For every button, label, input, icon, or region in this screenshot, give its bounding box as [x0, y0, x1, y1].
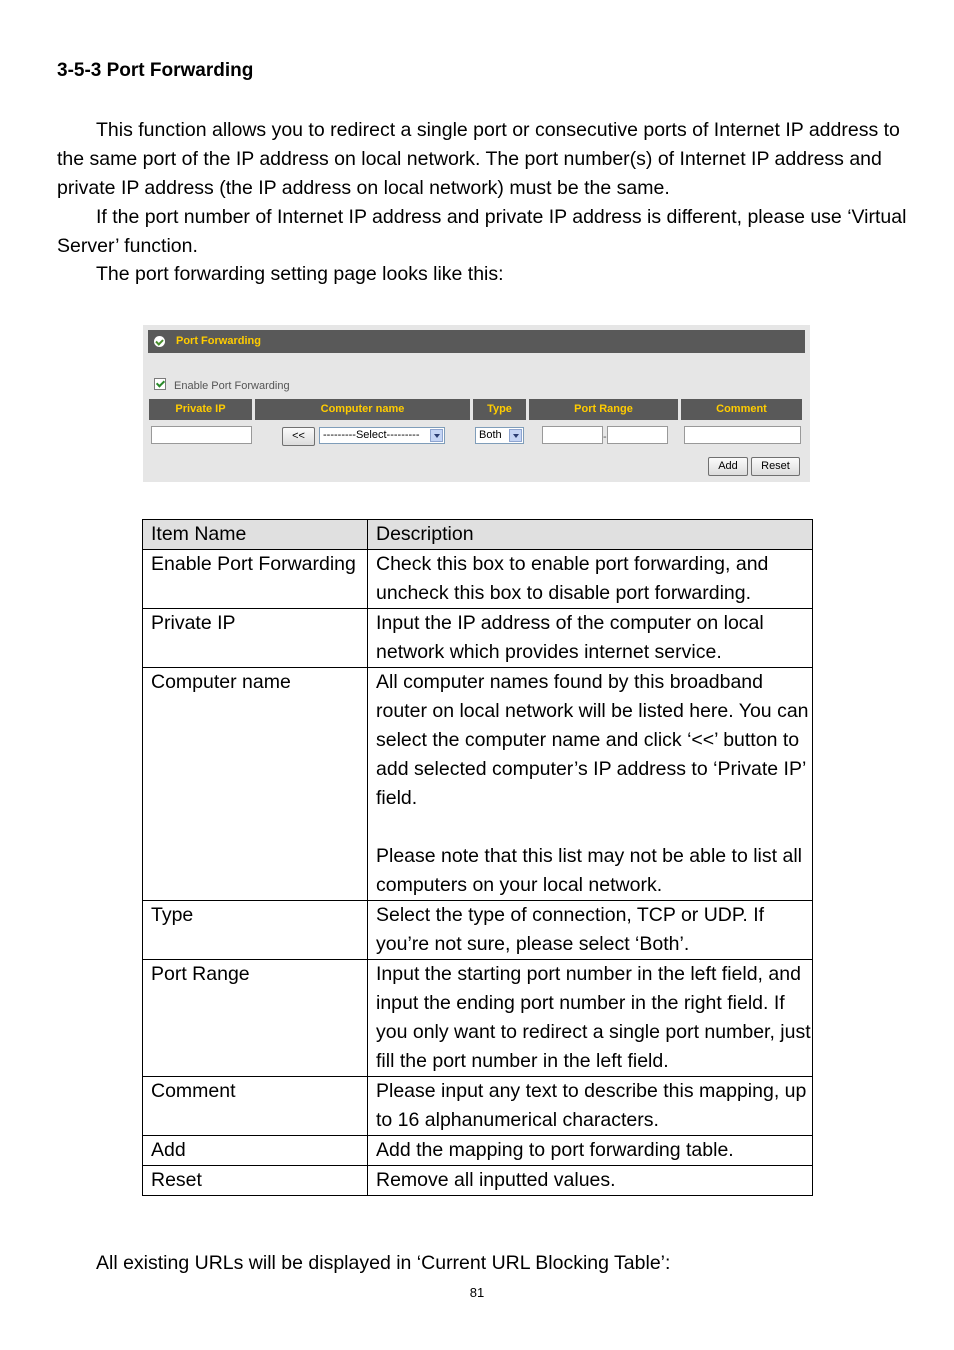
item-description: Select the type of connection, TCP or UDP. If you’re not sure, please select ‘Both’. [368, 901, 813, 960]
column-header-type: Type [473, 399, 526, 420]
table-row [143, 901, 813, 960]
comment-input[interactable] [684, 426, 801, 444]
section-heading: 3-5-3 Port Forwarding [57, 60, 254, 81]
intro-paragraph: This function allows you to redirect a single port or consecutive ports of Internet IP address to the same port of the IP address on local network. The port number(s) of Internet IP address and private IP address (the IP address on local network) must be the same. [57, 119, 900, 199]
virtual-server-note: If the port number of Internet IP address and private IP address is different, please use ‘Virtual Server’ function. [57, 206, 907, 257]
port-forwarding-screenshot [143, 325, 810, 482]
item-name: Comment [143, 1077, 368, 1136]
computer-name-select-value: ---------Select--------- [323, 429, 420, 441]
enable-port-forwarding-checkbox[interactable] [154, 378, 166, 390]
type-select-value: Both [479, 429, 502, 441]
table-row [143, 609, 813, 668]
port-range-end-input[interactable] [607, 426, 668, 444]
table-row [143, 960, 813, 1077]
item-description: Add the mapping to port forwarding table. [368, 1136, 813, 1166]
computer-name-select[interactable] [319, 427, 445, 444]
add-ip-button[interactable]: << [282, 427, 315, 446]
table-row [143, 1077, 813, 1136]
header-item-name: Item Name [143, 520, 368, 550]
check-circle-icon [154, 336, 165, 347]
panel-title-bar [148, 330, 805, 353]
settings-intro: The port forwarding setting page looks like this: [96, 263, 504, 285]
item-name: Computer name [143, 668, 368, 901]
item-name: Reset [143, 1166, 368, 1196]
item-name: Type [143, 901, 368, 960]
private-ip-input[interactable] [151, 426, 252, 444]
item-description: Check this box to enable port forwarding, and uncheck this box to disable port forwarding. [368, 550, 813, 609]
column-header-computer-name: Computer name [255, 399, 470, 420]
table-row [143, 1136, 813, 1166]
item-description-paragraph: Please note that this list may not be able to list all computers on your local network. [376, 845, 802, 896]
table-row [143, 668, 813, 901]
page-number: 81 [469, 1285, 485, 1300]
item-description-paragraph: All computer names found by this broadband router on local network will be listed here. You can select the computer name and click ‘<<’ button to add selected computer’s IP address to ‘Private IP’ field. [376, 671, 809, 809]
item-description: Input the starting port number in the left field, and input the ending port number in the right field. If you only want to redirect a single port number, just fill the port number in the left field. [368, 960, 813, 1077]
port-range-separator: - [603, 431, 607, 443]
table-row [143, 550, 813, 609]
add-button[interactable]: Add [708, 457, 748, 476]
item-name: Port Range [143, 960, 368, 1077]
item-description: Input the IP address of the computer on local network which provides internet service. [368, 609, 813, 668]
item-description-table [142, 519, 813, 1196]
column-header-private-ip: Private IP [149, 399, 252, 420]
header-description: Description [368, 520, 813, 550]
chevron-down-icon [430, 429, 443, 442]
table-row [143, 1166, 813, 1196]
item-description: Remove all inputted values. [368, 1166, 813, 1196]
item-description [368, 668, 813, 901]
item-name: Enable Port Forwarding [143, 550, 368, 609]
table-header-row [143, 520, 813, 550]
item-name: Private IP [143, 609, 368, 668]
panel-title: Port Forwarding [176, 335, 261, 347]
closing-paragraph: All existing URLs will be displayed in ‘Current URL Blocking Table’: [96, 1252, 671, 1274]
item-name: Add [143, 1136, 368, 1166]
enable-port-forwarding-label: Enable Port Forwarding [174, 380, 290, 392]
port-range-start-input[interactable] [542, 426, 603, 444]
chevron-down-icon [509, 429, 522, 442]
item-description: Please input any text to describe this mapping, up to 16 alphanumerical characters. [368, 1077, 813, 1136]
column-header-comment: Comment [681, 399, 802, 420]
column-header-port-range: Port Range [529, 399, 678, 420]
reset-button[interactable]: Reset [751, 457, 800, 476]
type-select[interactable] [475, 427, 524, 444]
